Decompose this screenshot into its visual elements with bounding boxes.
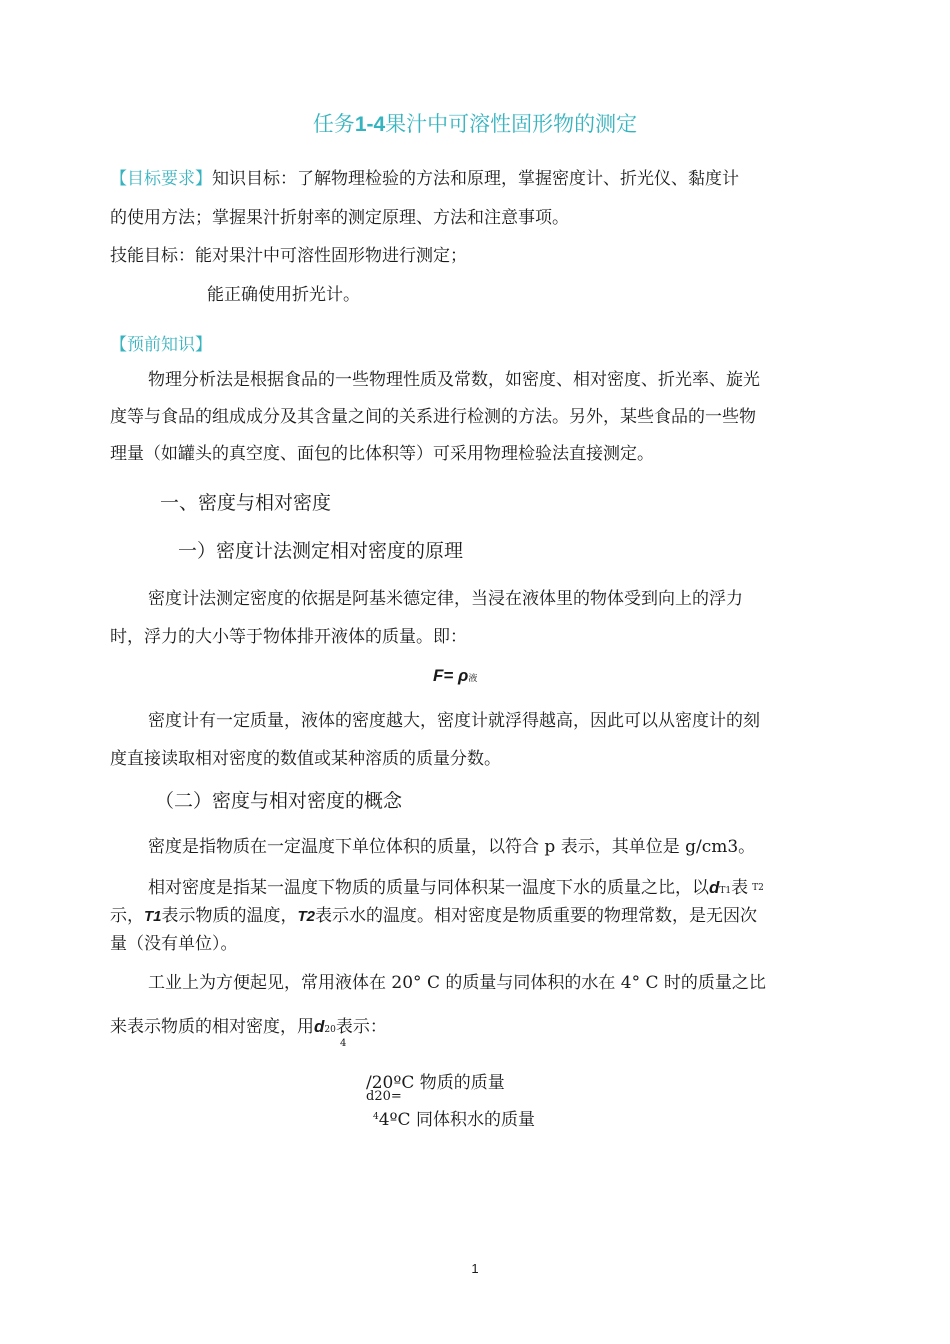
fraction-denominator <box>373 1105 535 1130</box>
sub2-line-2b: 表 <box>731 878 749 898</box>
t2-label: T2 <box>297 908 316 925</box>
sub2-line-2a: 相对密度是指某一温度下物质的质量与同体积某一温度下水的质量之比，以 <box>148 878 709 898</box>
formula-sub: 液 <box>468 674 478 684</box>
fraction-den-sup: 4 <box>373 1112 379 1122</box>
d-sub: T1 <box>719 886 732 896</box>
sub2-heading: （二）密度与相对密度的概念 <box>155 790 403 812</box>
sub2-line-6a: 来表示物质的相对密度，用 <box>110 1017 314 1037</box>
fraction-numerator: /20ºC 物质的质量 <box>366 1073 505 1093</box>
prior-line-3: 理量（如罐头的真空度、面包的比体积等）可采用物理检验法直接测定。 <box>110 444 654 464</box>
sub1-line-2: 时，浮力的大小等于物体排开液体的质量。即： <box>110 627 467 647</box>
sub2-line-3c: 表示水的温度。相对密度是物质重要的物理常数，是无因次 <box>315 906 758 926</box>
sub2-line-3a: 示， <box>110 906 144 926</box>
sub2-line-1: 密度是指物质在一定温度下单位体积的质量，以符合 p 表示，其单位是 g/cm3。 <box>148 837 756 857</box>
sub2-line-5: 工业上为方便起见，常用液体在 20° C 的质量与同体积的水在 4° C 时的质量之比 <box>148 973 766 993</box>
buoyancy-formula <box>433 666 477 686</box>
t1-label: T1 <box>144 908 162 925</box>
sub2-line-3 <box>110 901 757 926</box>
formula-main: F= ρ <box>433 666 469 685</box>
title-suffix: 果汁中可溶性固形物的测定 <box>385 112 638 136</box>
page-title <box>0 108 950 138</box>
objectives-line-4: 能正确使用折光计。 <box>207 285 360 305</box>
objectives-label: 【目标要求】 <box>110 169 212 189</box>
sub2-line-2 <box>148 873 764 898</box>
prior-line-1: 物理分析法是根据食品的一些物理性质及常数，如密度、相对密度、折光率、旋光 <box>148 370 760 390</box>
sub2-line-6b: 表示： <box>335 1017 387 1037</box>
page-number: 1 <box>471 1261 479 1276</box>
sub2-line-3b: 表示物质的温度， <box>161 906 298 926</box>
d-symbol: d <box>709 878 720 897</box>
objectives-line-1 <box>110 164 739 189</box>
fraction-den-text: 4ºC 同体积水的质量 <box>378 1110 535 1130</box>
t2-mark: T2 <box>752 883 764 893</box>
d20-symbol: d <box>314 1017 325 1036</box>
objectives-text-1: 知识目标：了解物理检验的方法和原理，掌握密度计、折光仪、黏度计 <box>212 169 739 189</box>
sub2-line-4: 量（没有单位）。 <box>110 934 238 954</box>
fraction-lhs: d20= <box>366 1089 402 1104</box>
prior-line-2: 度等与食品的组成成分及其含量之间的关系进行检测的方法。另外，某些食品的一些物 <box>110 407 756 427</box>
sub1-line-4: 度直接读取相对密度的数值或某种溶质的质量分数。 <box>110 749 501 769</box>
sub1-heading: 一）密度计法测定相对密度的原理 <box>178 540 464 562</box>
sup-4: 4 <box>340 1038 347 1049</box>
prior-label: 【预前知识】 <box>110 335 212 355</box>
sub1-line-1: 密度计法测定密度的依据是阿基米德定律，当浸在液体里的物体受到向上的浮力 <box>148 589 743 609</box>
title-code: 1-4 <box>354 113 386 136</box>
section1-heading: 一、密度与相对密度 <box>160 492 332 514</box>
objectives-line-2: 的使用方法；掌握果汁折射率的测定原理、方法和注意事项。 <box>110 208 569 228</box>
sub1-line-3: 密度计有一定质量，液体的密度越大，密度计就浮得越高，因此可以从密度计的刻 <box>148 711 760 731</box>
objectives-line-3: 技能目标：能对果汁中可溶性固形物进行测定； <box>110 246 467 266</box>
title-prefix: 任务 <box>312 112 355 136</box>
d20-sub: 20 <box>324 1025 336 1035</box>
sub2-line-6 <box>110 1012 387 1037</box>
